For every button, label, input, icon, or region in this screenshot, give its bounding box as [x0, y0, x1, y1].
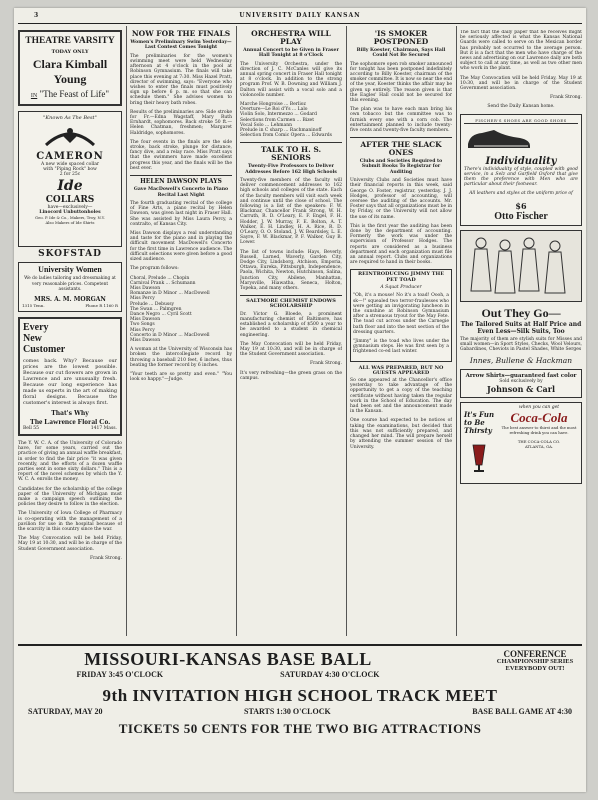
- col1-sig: Frank Strong.: [90, 555, 122, 561]
- col1-news: [18, 441, 122, 561]
- col5-convocation: The May Convocation will be held Friday, May 19 at 10:30, and will be in charge of the Student Government association.: [460, 75, 582, 92]
- finals-headline: NOW FOR THE FINALS: [131, 30, 231, 38]
- col5-sig: Frank Strong.: [550, 95, 582, 101]
- florist-line-3: Customer: [23, 343, 66, 355]
- coke-footer: THE COCA-COLA CO.: [517, 439, 561, 445]
- smoker-body-2: The plan was to have each man bring his own tobacco but the committee was to furnish every one with a corn cob. The entertainment planned to include twenty-five cents and twenty-five faculty members.: [350, 107, 452, 133]
- dawson-headline: HELEN DAWSON PLAYS: [140, 177, 222, 185]
- arrow-shirts-ad: [460, 369, 582, 398]
- track-start: STARTS 1:30 O'CLOCK: [244, 707, 331, 716]
- conference-3: EVERYBODY OUT!: [505, 664, 565, 672]
- col3-convocation: The May Convocation will be held Friday, May 19 at 10:30, and will be in charge of the Student Government association.: [240, 341, 342, 358]
- col1-p3: The University of Iowa College of Pharmacy is co-operating with the management of a pavilion for use in the hospital because of the scarcity in this country since the war.: [18, 511, 122, 533]
- florist-name: The Lawrence Floral Co.: [29, 416, 111, 426]
- theatre-film: "The Feast of Life": [39, 88, 110, 99]
- col3-sig: Frank Strong.: [310, 361, 342, 367]
- ladies-illustration-icon: [461, 231, 581, 301]
- column-5-6: [460, 30, 582, 640]
- shoe-strip: FISCHER'S SHOES ARE GOOD SHOES: [464, 118, 578, 124]
- florist-line-2: New: [23, 332, 42, 344]
- coke-left-1: It's Fun: [464, 410, 495, 420]
- send-kansan: Send the Daily Kansan home.: [487, 104, 555, 110]
- conference-2: CHAMPIONSHIP SERIES: [496, 658, 574, 665]
- florist-tagline: That's Why: [51, 409, 89, 417]
- uw-body: We do ladies tailoring and dressmaking at very reasonable prices. Competent assistants.: [24, 276, 116, 292]
- column-2: [130, 30, 232, 640]
- theatre-prefix: IN: [30, 92, 38, 99]
- collar-price: 2 for 25c: [59, 171, 81, 177]
- col2-joke: "Your teeth are so pretty and even." "You look so happy."—Judge.: [130, 371, 232, 383]
- suits-headline: The Tailored Suits at Half Price and Even Less—Silk Suits, Too: [460, 320, 582, 335]
- toad-body-2: "Jimmy" is the toad who lives under the gymnasium steps. He was first seen by a frightened co-ed last winter.: [353, 338, 449, 355]
- dawson-program: Choral, Prelude ... Chopin Carnival Prank ... Schumann Miss Dawson Romanze in D Minor ... MacDowell Miss Percy Prelude ... Debussy The Swan ... Palmgren Dance Negro ... Cyril Scott Miss Dawson Two Songs Miss Percy Concerto in D Minor ... MacDowell Miss Dawson: [130, 275, 210, 343]
- collar-illustration-icon: [40, 121, 100, 147]
- shoe-body-2: All leathers and styles at the uniform price of: [469, 191, 573, 197]
- uw-address: 1315 Tenn.: [22, 302, 45, 308]
- col3-joke: It's very refreshing—the green grass on the campus.: [240, 370, 342, 381]
- smoker-subhead: Billy Koester, Chairman, Says Hall Could Not Be Secured: [356, 47, 446, 59]
- smoker-body-1: The sophomore open rob smoker announced for tonight has been postponed indefinitely according to Billy Koester, chairman of the smoker committee. It is now so near the end of the year, Koester thinks the affair may be given up entirely. The reason given is that the Eagles' Hall could not be secured for this evening.: [350, 61, 452, 103]
- orchestra-program: Marche Hongroise ... Berlioz Overture—Le Roi d'Ys ... Lalo Violin Solo, Intermezzo ... Godard Selections from Carmen ... Bizet Vocal Solo ... Lehmann Prelude in C sharp ... Rachmaninoff Selection from Comic Opera ... Edwards: [240, 101, 332, 139]
- program-head: The program follows:: [130, 266, 179, 272]
- column-3: [240, 30, 342, 640]
- theatre-star: Clara Kimball Young: [32, 56, 108, 86]
- theatre-ad: [18, 30, 122, 106]
- orchestra-headline: ORCHESTRA WILL PLAY: [251, 30, 331, 46]
- smoker-headline: 'IS SMOKER POSTPONED: [373, 30, 429, 46]
- col1-p1: The Y. W. C. A. of the University of Colorado have, for some years, carried out the practice of giving an annual waffle breakfast, in order to find the fair price "it was given recently, and the efforts of a dozen waffle parties sent in some sixty dollars." This is a report of the novel schemes by which the Y. W. C. A. enrolls the money.: [18, 440, 122, 483]
- collar-collars: COLLARS: [45, 194, 95, 205]
- seniors-body-2: The list of towns include: Hays, Beverly, Russell, Larned, Waverly, Garden City, Dodge City, Lindsborg, Atchison, Emporia, Ottawa, Eureka, Pittsburgh, Independence, Paola, Wichita, Newton, Hutchinson, Salina, Junction City, Abilene, Manhattan, Marysville, Hiawatha, Seneca, Holton, Topeka, and many others.: [240, 249, 342, 292]
- dawson-body-1: The fourth graduating recital of the college of Fine Arts, a piano recital by Helen Dawson, was given last night in Fraser Hall. She was assisted by Miss Laura Percy, a contralto, of Kansas City.: [130, 201, 232, 227]
- slack-headline: AFTER THE SLACK ONES: [360, 140, 442, 158]
- suits-body: The majority of them are stylish suits for Misses and small women—in Sport Styles, Checks, Wool Velours, Gabardines, Cheviots in Pastel Shades, White Serges: [460, 336, 582, 353]
- orchestra-body: The University Orchestra, under the direction of J. C. McCanles will give its annual spring concert in Fraser Hall tonight at 8 o'clock. In addition to the strong program Prof. W. B. Downing and William J. Dalton will assist with a vocal solo and a violoncello number.: [240, 61, 342, 98]
- collar-name: CAMERON: [36, 150, 104, 162]
- university-women-ad: [18, 262, 122, 312]
- saturday-time: SATURDAY 4:30 O'CLOCK: [280, 670, 380, 679]
- collar-claim-2: Linocord Unbuttonholes: [39, 209, 101, 215]
- orchestra-subhead: Annual Concert to be Given in Fraser Hall Tonight at 8 o'Clock: [243, 47, 339, 59]
- conference-1: CONFERENCE: [503, 649, 567, 659]
- arrow-store: Johnson & Carl: [486, 384, 555, 395]
- guard-note: The fact that the daily paper that he receives might be seriously affected is what the Kansas National Guards were called to serve on the Mexican border has probably not occurred to the average person. But it is a fact that the men who have charge of the news and advertising on our Lawrence daily are both subject to call at any time, as well as two other men who work in the plant.: [460, 30, 582, 72]
- column-divider: [236, 26, 237, 636]
- florist-ad: [18, 317, 122, 436]
- toad-body-1: "Oh, it's a mouse! No it's a toad! Oooh, a sk—!" squealed two terror-fraulesses who were getting an invigorating luncheon in the sunshine at Robinson Gymnasium after a strenuous tryout for the May Fete. The toad cut across under the Carnegie bath floor and into the next section of the dressing quarters.: [353, 293, 449, 335]
- collar-brand-logo: Ide: [57, 177, 83, 194]
- coke-body: The best answer to thirst and the most refreshing drink you can have.: [501, 425, 577, 435]
- coca-cola-ad: [460, 402, 582, 484]
- florist-bell: Bell 55: [23, 425, 40, 431]
- tickets-line: TICKETS 50 CENTS FOR THE TWO BIG ATTRACTIONS: [118, 721, 482, 736]
- baseball-game-time: BASE BALL GAME AT 4:30: [472, 707, 572, 716]
- prepared-body-2: One course had expected to be notices of taking the examinations, but decided that this was not sufficiently prepared, and changed her mind. The will prepare herself by attending the summer session of the University.: [350, 418, 452, 450]
- shoe-illustration-icon: [464, 124, 534, 152]
- fischer-shoe-ad: [460, 114, 582, 226]
- slack-subhead: Clubs and Societies Required to Submit Books To Registrar for Auditing: [359, 158, 443, 175]
- florist-body: comes back. Why? Because our prices are the lowest possible. Because our cut flowers are grown in Lawrence and are unusually fresh. Because our long experience has made us experts in the art of making floral designs. Because the customer's interest is always first.: [23, 357, 117, 406]
- slack-body-2: This is the first year the auditing has been done by the department of accounting. Formerly the work was under the supervision of Professor Hodges. The reports are considered as a business department and each organization must file an annual report. Clubs and organizations are required to hand in their books.: [350, 223, 452, 266]
- finals-body-3: The four events in the finals are the side stroke, back stroke, plunge for distance, fancy dive, and a relay race. Miss Pratt says that the swimmers have made excellent progress this year, and the finals will be the best ever.: [130, 139, 232, 171]
- seniors-headline: TALK TO H. S. SENIORS: [260, 145, 322, 163]
- collar-tagline: "Known As The Best": [43, 114, 97, 121]
- theatre-when: TODAY ONLY: [51, 48, 89, 55]
- column-divider: [126, 26, 127, 636]
- page-number: 3: [34, 12, 40, 19]
- collar-desc-1: A new wide spaced collar: [40, 161, 100, 167]
- slack-body-1: University Clubs and Societies must have their financial reports in this week, said George O. Foster, registrar, yesterday. J. J. Hodges, professor of accounting, will oversee the auditing of the accounts. Mr. Foster says that all organizations must be in by Friday, or the University will not allow the use of its name.: [350, 178, 452, 220]
- suits-ad: [460, 306, 582, 366]
- coke-left-3: Thirsty: [464, 426, 492, 436]
- individuality-headline: Individuality: [485, 155, 557, 167]
- finals-body-1: The preliminaries for the women's swimming meet were held Wednesday afternoon at 4 o'clock in the pool at Robinson Gymnasium. The finals will take place this evening at 7:30. Miss Hazel Pratt, director of swimming, says: "Everyone who wishes to enter the finals must positively sign up before 6 p. m. so that she can schedule them." She advises women to bring their heavy bath robes.: [130, 53, 232, 106]
- coke-top: when you can get: [518, 405, 560, 411]
- prepared-headline: ALL WAS PREPARED, BUT NO GUESTS APPEARED: [358, 364, 444, 376]
- column-4: [350, 30, 452, 640]
- paper-title: UNIVERSITY DAILY KANSAN: [239, 12, 361, 19]
- chemist-body: Dr. Victor G. Bloede, a prominent manufacturing chemist of Baltimore, has established a scholarship of $500 a year to be awarded to a student in chemical engineering.: [240, 311, 342, 338]
- finals-body-2: Results of the preliminaries are: Side stroke for Fr.—Edna Wagstaff, Mary Ruth Ernhardt, sophomores. Back stroke 50 ft.—Helen Chatman, freshmen; Margaret Haldridge, sophomores.: [130, 109, 232, 136]
- track-date: SATURDAY, MAY 20: [28, 707, 103, 716]
- dawson-subhead: Gave MacDowell's Concerto in Piano Recital Last Night: [133, 187, 229, 198]
- uw-title: University Women: [38, 264, 102, 274]
- uw-name: MRS. A. M. MORGAN: [34, 295, 106, 303]
- newspaper-page: [14, 8, 586, 792]
- out-they-go: Out They Go—: [481, 305, 561, 320]
- seniors-body-1: Twenty-five members of the faculty will deliver commencement addresses to 162 high schools and colleges of the state. Each of the faculty members will visit each week and continue until the close of school. The following is a list of the speakers: F. W. Blackmar, Chancellor Frank Strong, W. H. Carruth, R. D. O'Leary, E. F. Engel, F. H. Hodder, J. W. Murray, F. E. Bolton, A. T. Walker, E. H. Lindley, H. A. Rice, R. D. O'Leary, O. O. Stoland, J. W. Beardsley, L. E. Sayre, F. W. Blackmar, P. F. Walker, Guy B. Lower.: [240, 177, 342, 246]
- baseball-track-ad: [18, 644, 582, 786]
- toad-box: [350, 269, 452, 361]
- suits-store-signature: Innes, Bullene & Hackman: [469, 356, 573, 366]
- track-meet-headline: 9th INVITATION HIGH SCHOOL TRACK MEET: [102, 686, 498, 705]
- arrow-sub: Sold exclusively by: [499, 379, 543, 385]
- uw-phone: Phone R 1160 R: [85, 302, 118, 308]
- dawson-body-2: Miss Dawson displays a real understanding and taste for the piano and in playing the difficult movement MacDowell's Concerto for the first time in Lawrence audience. The difficult selections were given before a good sized audience.: [130, 231, 232, 263]
- col1-p2: Candidates for the scholarship of the college paper of the University of Michigan must make a campaign speech outlining the policies they desire to follow in the election.: [18, 486, 122, 508]
- collar-claim: have—exclusively—: [47, 204, 93, 210]
- florist-store: 1417 Mass.: [90, 425, 117, 431]
- collar-desc-2: with "Piping Rock" bow: [43, 166, 97, 172]
- coke-city: ATLANTA, GA.: [524, 444, 554, 450]
- shoe-price: $6: [515, 200, 527, 211]
- florist-line-1: Every: [23, 321, 49, 333]
- coke-glass-icon: [471, 443, 487, 473]
- finals-subhead: Women's Preliminary Swim Yesterday—Last Contest Comes Tonight: [130, 39, 232, 51]
- coke-left-2: to Be: [464, 418, 485, 428]
- fashion-illustration: [460, 230, 582, 302]
- masthead-rule: [18, 23, 582, 24]
- prepared-body-1: So one appeared at the Chancellor's office yesterday to take advantage of the opportunity to get a copy of the teaching certificate without having taken the regular work in the School of Education. The day had been set and the announcement made in the Kansan.: [350, 378, 452, 415]
- toad-subhead: A Squat Producer: [380, 284, 422, 290]
- coke-brand-logo: Coca-Cola: [510, 410, 568, 426]
- toad-headline: REINTRODUCING JIMMY THE PET TOAD: [357, 271, 445, 283]
- collar-ad: [18, 111, 122, 247]
- column-divider: [346, 26, 347, 636]
- shoe-body: There's individuality of style, coupled with good service, in a Selz and Garfield Oxford that give them the preference with Men who are particular about their footwear.: [464, 166, 578, 188]
- friday-time: FRIDAY 3:45 O'CLOCK: [76, 670, 164, 679]
- baseball-record: A woman at the University of Wisconsin has broken the intercollegiate record by throwing a baseball 210 feet, 6 inches, thus beating the former record by 6 inches.: [130, 347, 232, 368]
- chemist-headline: SALTMORE CHEMIST ENDOWS SCHOLARSHIP: [246, 298, 336, 310]
- col1-p4: The May Convocation will be held Friday, May 19 at 10:30, and will be in charge of the Student Government association.: [18, 536, 122, 552]
- theatre-title: THEATRE VARSITY: [25, 36, 115, 46]
- collar-maker-2: Also Makers of Ide Shirts: [45, 219, 95, 225]
- column-divider: [456, 26, 457, 636]
- column-1: [18, 30, 122, 640]
- seniors-subhead: Twenty-Five Professors to Deliver Addresses Before 162 High Schools: [245, 164, 337, 175]
- arrow-headline: Arrow Shirts—guaranteed fast color: [465, 373, 577, 380]
- collar-maker: Geo. P. Ide & Co., Makers, Troy, N.Y.: [35, 214, 105, 220]
- store-skofstad: SKOFSTAD: [38, 248, 102, 259]
- baseball-headline: MISSOURI-KANSAS BASE BALL: [84, 649, 372, 669]
- shoe-store: Otto Fischer: [494, 210, 548, 222]
